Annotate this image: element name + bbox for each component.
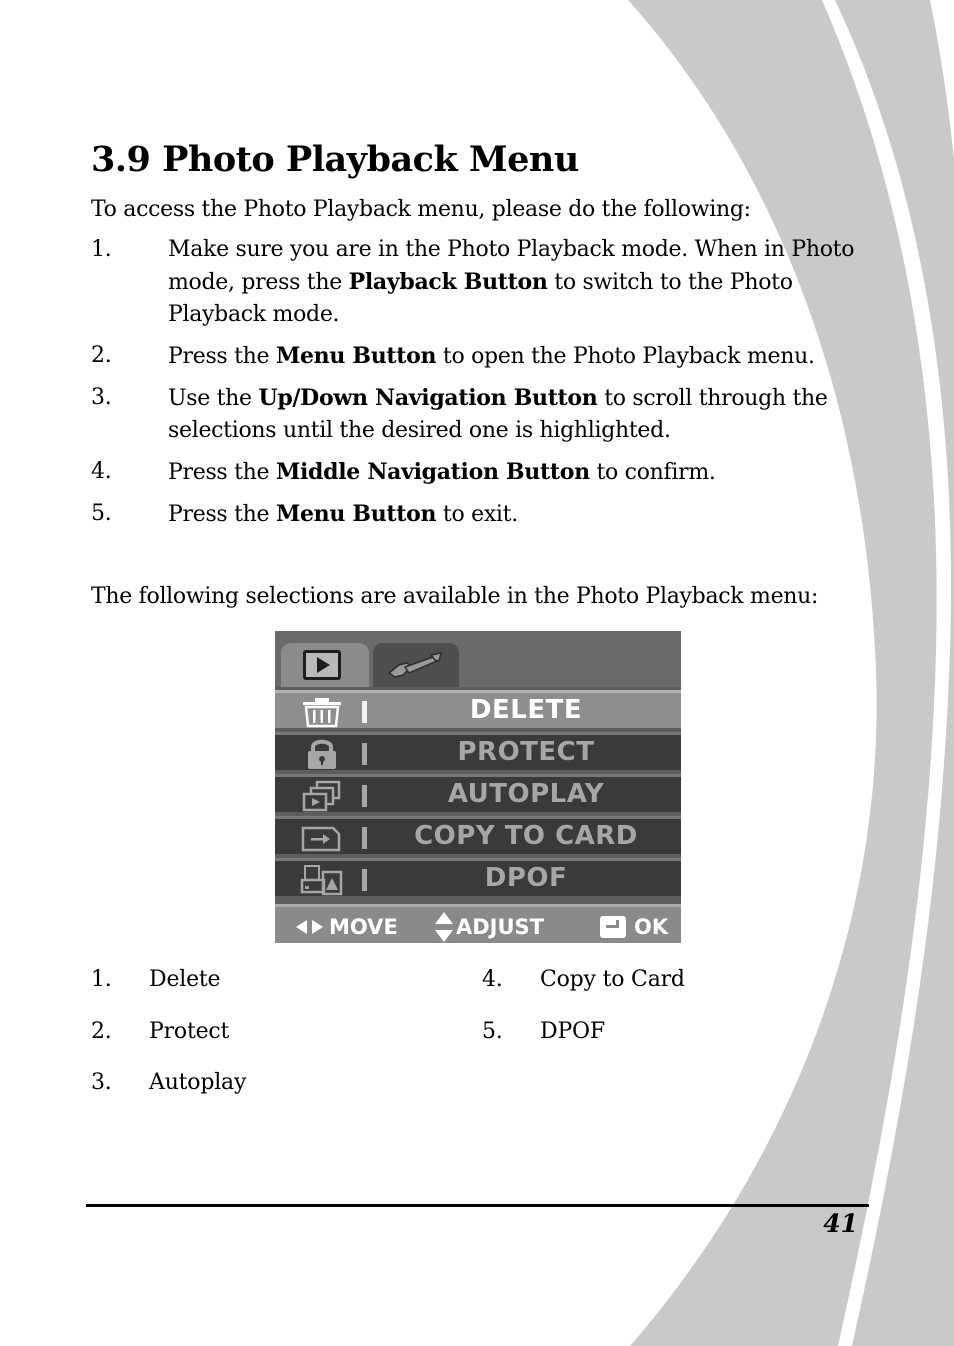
enter-icon <box>600 916 626 938</box>
up-down-arrows-icon <box>433 911 455 943</box>
print-icon <box>299 864 345 896</box>
row-separator <box>362 827 367 849</box>
tab-playback <box>281 643 369 687</box>
menu-row-delete <box>275 690 681 728</box>
step-number: 5. <box>91 501 112 526</box>
menu-row-label: PROTECT <box>457 737 595 767</box>
steps-list <box>91 234 871 540</box>
menu-row-label: AUTOPLAY <box>447 779 605 809</box>
step-item <box>91 234 871 331</box>
step-item <box>91 382 871 447</box>
footer-rule <box>86 1204 869 1207</box>
menu-row-autoplay <box>275 774 681 812</box>
menu-screenshot <box>275 631 681 943</box>
menu-tab-bar <box>275 631 681 687</box>
trash-icon <box>299 696 345 728</box>
step-item <box>91 498 871 531</box>
status-move: MOVE <box>295 907 398 943</box>
step-text: Make sure you are in the Photo Playback mode. When in Photo mode, press the Playback Button to switch to the Photo Playback mode. <box>168 237 855 327</box>
step-number: 1. <box>91 237 112 262</box>
menu-row-label: DPOF <box>484 863 568 893</box>
status-adjust: ADJUST <box>433 907 544 943</box>
slideshow-icon <box>299 780 345 812</box>
step-item <box>91 456 871 489</box>
step-text: Press the Middle Navigation Button to confirm. <box>168 459 716 485</box>
page-number: 41 <box>823 1209 858 1238</box>
menu-row-dpof <box>275 858 681 896</box>
row-separator <box>362 743 367 765</box>
menu-status-bar <box>275 904 681 943</box>
playback-icon <box>303 650 341 680</box>
row-separator <box>362 869 367 891</box>
section-title: 3.9 Photo Playback Menu <box>91 139 579 180</box>
step-item <box>91 340 871 373</box>
menu-row-copy-to-card <box>275 816 681 854</box>
step-number: 2. <box>91 343 112 368</box>
wrench-screwdriver-icon <box>385 651 445 681</box>
step-text: Use the Up/Down Navigation Button to scroll through the selections until the desired one is highlighted. <box>168 385 828 443</box>
step-text: Press the Menu Button to open the Photo Playback menu. <box>168 343 815 369</box>
copy-to-card-icon <box>299 822 345 854</box>
tab-setup <box>373 643 459 687</box>
menu-row-protect <box>275 732 681 770</box>
left-right-arrows-icon <box>295 918 329 936</box>
lock-icon <box>299 738 345 770</box>
selection-list: 1. Delete 2. Protect 3. Autoplay 4. Copy to Card 5. DPOF <box>91 967 685 1095</box>
status-ok: OK <box>600 907 668 943</box>
menu-row-label: DELETE <box>469 695 583 725</box>
step-number: 4. <box>91 459 112 484</box>
menu-row-label: COPY TO CARD <box>414 821 638 851</box>
row-separator <box>362 701 367 723</box>
selections-intro-text: The following selections are available in the Photo Playback menu: <box>91 584 819 609</box>
step-text: Press the Menu Button to exit. <box>168 501 518 527</box>
intro-text: To access the Photo Playback menu, please do the following: <box>91 197 751 222</box>
row-separator <box>362 785 367 807</box>
step-number: 3. <box>91 385 112 410</box>
